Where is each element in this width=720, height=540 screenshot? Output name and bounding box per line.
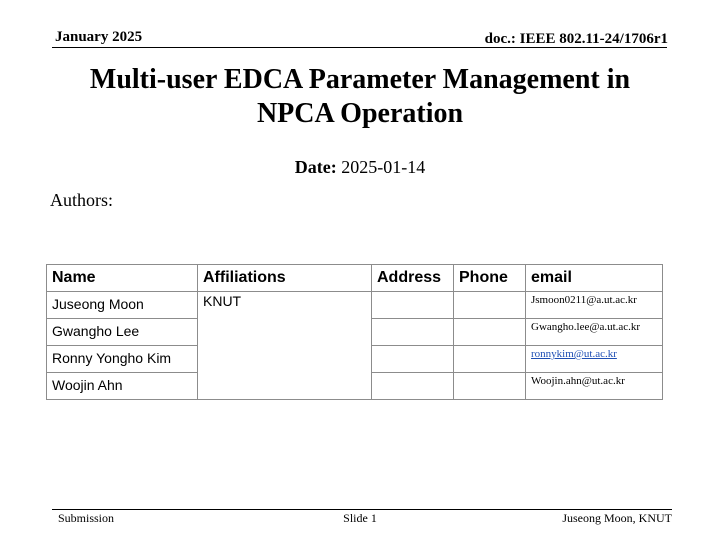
slide-title-line-1: Multi-user EDCA Parameter Management in bbox=[89, 64, 631, 95]
author-phone bbox=[454, 319, 526, 346]
author-name: Juseong Moon bbox=[47, 292, 198, 319]
header-affiliations: Affiliations bbox=[198, 265, 372, 292]
footer-author: Juseong Moon, KNUT bbox=[562, 511, 672, 525]
author-phone bbox=[454, 373, 526, 400]
header-name: Name bbox=[47, 265, 198, 292]
authors-label: Authors: bbox=[50, 190, 113, 210]
author-phone bbox=[454, 346, 526, 373]
author-address bbox=[372, 292, 454, 319]
header-divider bbox=[52, 47, 667, 48]
header-date: January 2025 bbox=[55, 29, 143, 45]
author-email: Woojin.ahn@ut.ac.kr bbox=[526, 373, 663, 400]
footer-submission: Submission bbox=[58, 511, 115, 525]
header-email: email bbox=[526, 265, 663, 292]
date-line bbox=[0, 157, 720, 178]
header-address: Address bbox=[372, 265, 454, 292]
table-header-row bbox=[47, 265, 663, 292]
author-email-cell bbox=[526, 346, 663, 373]
author-phone bbox=[454, 292, 526, 319]
footer-slide-number: Slide 1 bbox=[343, 511, 377, 525]
slide-title-line-2: NPCA Operation bbox=[256, 98, 464, 129]
header-phone: Phone bbox=[454, 265, 526, 292]
author-address bbox=[372, 346, 454, 373]
author-email-link[interactable]: ronnykim@ut.ac.kr bbox=[531, 348, 617, 360]
author-email: Gwangho.lee@a.ut.ac.kr bbox=[526, 319, 663, 346]
author-affiliation: KNUT bbox=[198, 292, 372, 400]
author-address bbox=[372, 373, 454, 400]
author-email: Jsmoon0211@a.ut.ac.kr bbox=[526, 292, 663, 319]
author-name: Gwangho Lee bbox=[47, 319, 198, 346]
date-value: 2025-01-14 bbox=[341, 157, 426, 177]
authors-table bbox=[46, 264, 663, 400]
author-name: Woojin Ahn bbox=[47, 373, 198, 400]
footer-divider bbox=[52, 509, 672, 510]
author-address bbox=[372, 319, 454, 346]
date-label: Date: bbox=[294, 157, 337, 177]
table-row bbox=[47, 292, 663, 319]
slide-title bbox=[40, 63, 680, 131]
header-doc-number: doc.: IEEE 802.11-24/1706r1 bbox=[484, 31, 668, 47]
author-name: Ronny Yongho Kim bbox=[47, 346, 198, 373]
